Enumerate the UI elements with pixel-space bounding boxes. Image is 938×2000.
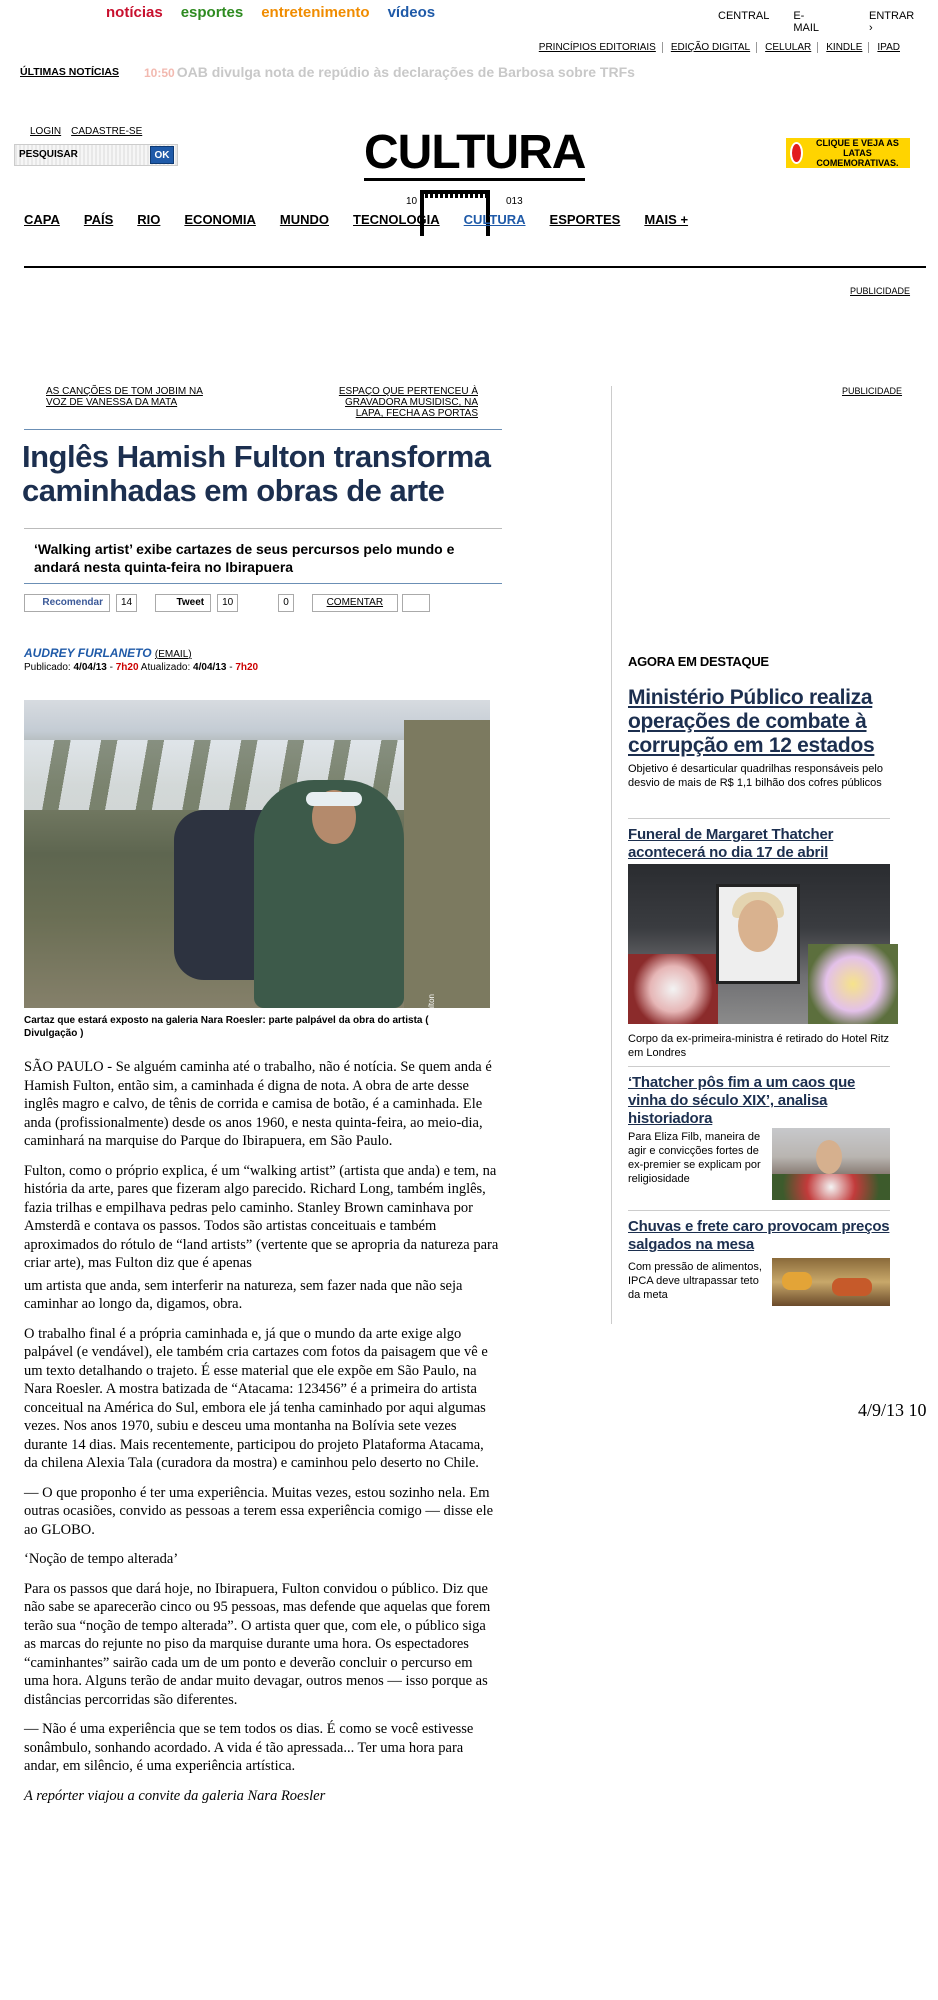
author-email-link[interactable]: (EMAIL) xyxy=(154,649,192,660)
lead-story-headline[interactable]: Ministério Público realiza operações de combate à corrupção em 12 estados xyxy=(628,686,875,757)
section-logo[interactable]: CULTURA xyxy=(364,126,586,179)
tab-mundo[interactable]: MUNDO xyxy=(279,212,329,227)
paragraph: — Não é uma experiência que se tem todos os dias. É como se você estivesse sonâmbulo, sonhando acordado. A vida é tão apressada... Ter uma hora para andar, em silêncio, é uma experiência artística. xyxy=(24,1721,474,1774)
date-fragment-left: 10 xyxy=(406,196,418,207)
paragraph: Para os passos que dará hoje, no Ibirapuera, Fulton convidou o público. Diz que não sabe se aparecerão cinco ou 95 pessoas, mas defende que aquelas que forem terão sua “noção de tempo alterada”. O artista quer que, com ele, o público siga as marcas do rejunte no piso da marquise durante uma hora. Os espectadores “caminhantes” sairão cada um de um ponto e deverão concluir o percurso em uma hora. Alguns terão de andar muito devagar, outros menos — isso porque as distâncias percorridas são diferentes. xyxy=(24,1580,491,1708)
social-bar xyxy=(24,594,430,612)
celular-link[interactable]: CELULAR xyxy=(757,42,818,53)
secondary-links xyxy=(531,42,906,53)
publish-info: Publicado: 4/04/13 - 7h20 Atualizado: 4/04/13 - 7h20 xyxy=(24,662,259,673)
comment-label: COMENTAR xyxy=(326,597,384,608)
paragraph: SÃO PAULO - Se alguém caminha até o trabalho, não é notícia. Se quem anda é Hamish Fulton, então sim, a caminhada é digna de nota. A obra de arte desse inglês magro e calvo, de tênis de corrida e camisa de botão, é a caminhada. Ele anda (profissionalmente) desde os anos 1960, e nesta quinta-feira, ao meio-dia, caminhará na marquise do Parque do Ibirapuera, em São Paulo. xyxy=(24,1059,492,1149)
header-divider xyxy=(24,266,926,268)
story-dek: Para Eliza Filb, maneira de agir e convicções fortes de ex-premier se explicam por religiosidade xyxy=(628,1131,761,1185)
divider xyxy=(628,818,890,819)
ticker-text: OAB divulga nota de repúdio às declarações de Barbosa sobre TRFs xyxy=(176,64,635,80)
kindle-link[interactable]: KINDLE xyxy=(818,42,869,53)
comment-button[interactable] xyxy=(312,594,398,612)
gplus-count: 0 xyxy=(278,594,294,612)
tab-tecnologia[interactable]: TECNOLOGIA xyxy=(353,212,440,227)
tab-capa[interactable]: CAPA xyxy=(24,212,60,227)
search-input[interactable]: PESQUISAR xyxy=(14,144,178,166)
divider xyxy=(24,528,502,529)
article-dek: ‘Walking artist’ exibe cartazes de seus percursos pelo mundo e andará nesta quinta-feira no Ibirapuera xyxy=(34,541,455,575)
story-headline[interactable]: ‘Thatcher pôs fim a um caos que vinha do século XIX’, analisa historiadora xyxy=(628,1074,856,1127)
recommend-button[interactable] xyxy=(24,594,110,612)
nav-esportes[interactable]: esportes xyxy=(180,4,244,21)
email-link[interactable]: E-MAIL xyxy=(793,10,820,34)
publicidade-label: PUBLICIDADE xyxy=(850,286,911,296)
brand-logo-icon xyxy=(790,142,803,164)
story-headline[interactable]: Funeral de Margaret Thatcher acontecerá no dia 17 de abril xyxy=(628,826,834,861)
central-link[interactable]: CENTRAL xyxy=(718,10,770,22)
divider xyxy=(24,583,502,584)
publicidade-label: PUBLICIDADE xyxy=(842,386,903,396)
tab-esportes[interactable]: ESPORTES xyxy=(549,212,621,227)
sidebar-title: AGORA EM DESTAQUE xyxy=(628,654,769,669)
story-thumbnail[interactable] xyxy=(772,1258,890,1306)
recommend-label: Recomendar xyxy=(42,597,103,608)
byline xyxy=(24,646,192,660)
photo-credit: Hamish Fulton: Photo by Casey Fulton xyxy=(427,994,436,1131)
login-row xyxy=(30,126,142,137)
comment-count-box xyxy=(402,594,430,612)
print-timestamp: 4/9/13 10 xyxy=(858,1400,927,1420)
ad-banner[interactable] xyxy=(786,138,910,168)
paragraph: Fulton, como o próprio explica, é um “walking artist” (artista que anda) e tem, na história da arte, pares que fizeram algo parecido. Richard Long, também inglês, fazia trilhas e empilhava pedras pelo caminho. Stanley Brown caminhava por Amsterdã e contava os passos. Todos são artistas conceituais e também aproximados do rótulo de “land artists” (vertente que se apropria da natureza para criar arte), mas Fulton diz que é apenas xyxy=(24,1162,499,1271)
edicao-digital-link[interactable]: EDIÇÃO DIGITAL xyxy=(663,42,757,53)
author-note: A repórter viajou a convite da galeria Nara Roesler xyxy=(24,1787,326,1804)
login-link[interactable]: LOGIN xyxy=(30,126,62,137)
principios-link[interactable]: PRINCÍPIOS EDITORIAIS xyxy=(531,42,663,53)
tab-economia[interactable]: ECONOMIA xyxy=(184,212,256,227)
utility-links xyxy=(718,10,938,34)
nav-videos[interactable]: vídeos xyxy=(387,4,436,21)
tweet-button[interactable] xyxy=(155,594,211,612)
news-ticker[interactable] xyxy=(144,64,635,80)
photo-caption: Cartaz que estará exposto na galeria Nara Roesler: parte palpável da obra do artista ( Divulgação ) xyxy=(24,1015,429,1039)
register-link[interactable]: CADASTRE-SE xyxy=(71,126,143,137)
nav-entretenimento[interactable]: entretenimento xyxy=(261,4,370,21)
category-nav xyxy=(24,212,712,227)
article-headline: Inglês Hamish Fulton transforma caminhadas em obras de arte xyxy=(22,439,491,508)
story-dek: Corpo da ex-primeira-ministra é retirado do Hotel Ritz em Londres xyxy=(628,1033,890,1059)
divider xyxy=(628,1210,890,1211)
ad-text: CLIQUE E VEJA AS LATAS COMEMORATIVAS. xyxy=(815,138,899,168)
tweet-count: 10 xyxy=(217,594,238,612)
story-thumbnail[interactable] xyxy=(772,1128,890,1200)
tab-pais[interactable]: PAÍS xyxy=(83,212,114,227)
story-photo[interactable] xyxy=(628,864,890,1024)
lead-story-dek: Objetivo é desarticular quadrilhas responsáveis pelo desvio de mais de R$ 1,1 bilhão dos cofres públicos xyxy=(628,763,883,789)
tab-rio[interactable]: RIO xyxy=(137,212,161,227)
search-button[interactable]: OK xyxy=(150,146,174,164)
related-link-next[interactable]: ESPAÇO QUE PERTENCEU À GRAVADORA MUSIDISC, NA LAPA, FECHA AS PORTAS xyxy=(338,386,478,419)
tweet-label: Tweet xyxy=(176,597,205,608)
nav-noticias[interactable]: notícias xyxy=(106,4,163,21)
ticker-time: 10:50 xyxy=(144,66,175,80)
ultimas-noticias-label[interactable]: ÚLTIMAS NOTÍCIAS xyxy=(20,66,119,78)
story-dek: Com pressão de alimentos, IPCA deve ultrapassar teto da meta xyxy=(628,1261,762,1301)
subheading: ‘Noção de tempo alterada’ xyxy=(24,1551,179,1567)
column-divider xyxy=(611,386,612,1324)
paragraph: um artista que anda, sem interferir na natureza, sem fazer nada que não seja caminhar ao longo da, digamos, obra. xyxy=(24,1277,463,1312)
entrar-link[interactable]: ENTRAR › xyxy=(869,10,915,34)
divider xyxy=(628,1066,890,1067)
tab-cultura[interactable]: CULTURA xyxy=(463,212,526,227)
ipad-link[interactable]: IPAD xyxy=(877,42,900,53)
tab-mais[interactable]: MAIS + xyxy=(644,212,689,227)
date-fragment-right: 013 xyxy=(506,196,523,207)
paragraph: O trabalho final é a própria caminhada e, já que o mundo da arte exige algo palpável (e vendável), ele também cria cartazes com fotos da paisagem que vê e um texto detalhando o trajeto. É esse material que ele expõe em São Paulo, na Nara Roesler. A mostra batizada de “Atacama: 123456” é a primeira do artista conceitual na América do Sul, embora ele já tenha caminhado por aqui algumas vezes. Nos anos 1970, subiu e desceu uma montanha na Bolívia sete vezes durante 14 dias. Mais recentemente, participou do projeto Plataforma Atacama, da chilena Alexia Tala (curadora da mostra) e caminhou pelo deserto no Chile. xyxy=(24,1325,488,1471)
related-link-prev[interactable]: AS CANÇÕES DE TOM JOBIM NA VOZ DE VANESSA DA MATA xyxy=(46,386,203,408)
top-nav xyxy=(106,4,435,21)
article-body xyxy=(24,1058,500,1816)
recommend-count: 14 xyxy=(116,594,137,612)
paragraph: — O que proponho é ter uma experiência. Muitas vezes, estou sozinho nela. Em outras ocasiões, convido as pessoas a terem essa experiência comigo — disse ele ao GLOBO. xyxy=(24,1484,494,1538)
story-headline[interactable]: Chuvas e frete caro provocam preços salgados na mesa xyxy=(628,1218,890,1253)
divider xyxy=(24,429,502,430)
author-name[interactable]: AUDREY FURLANETO xyxy=(24,646,152,660)
